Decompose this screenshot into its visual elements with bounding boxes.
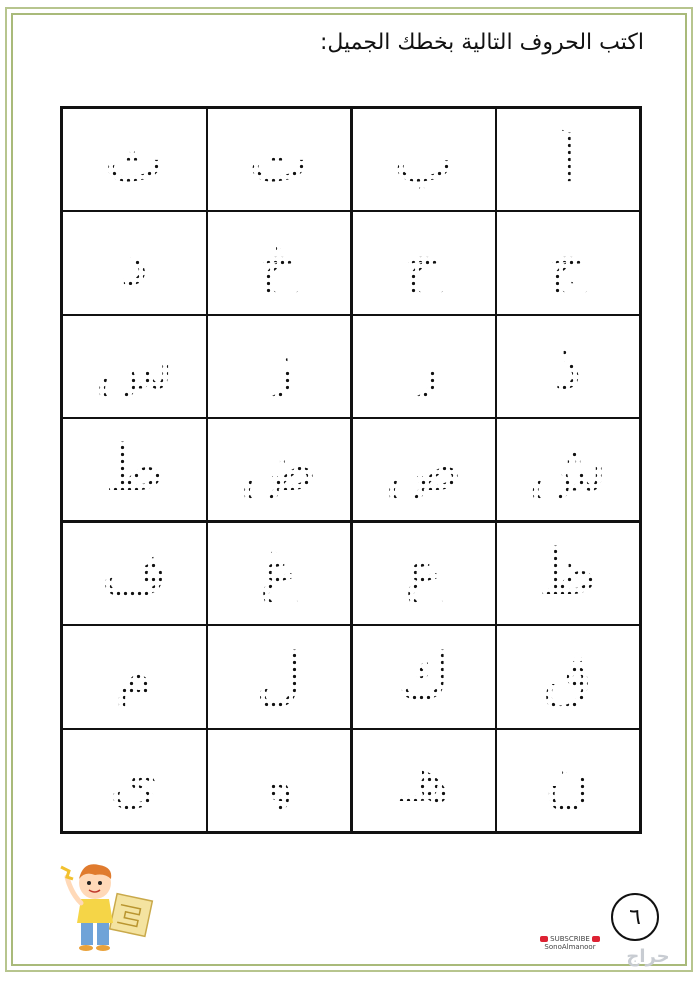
letter-cell[interactable] [351,729,496,832]
letter-cell[interactable] [207,729,352,832]
letter-cell[interactable] [351,418,496,521]
tracing-letter: ر [408,329,440,404]
letter-cell[interactable] [62,625,207,728]
tracing-letter: ق [542,639,593,714]
tracing-letter: و [263,743,295,818]
tracing-letter: ب [393,122,454,197]
letter-cell[interactable] [62,108,207,211]
letter-cell[interactable] [496,522,641,625]
tracing-letter: غ [259,536,298,611]
letter-tracing-grid [60,106,642,834]
tracing-letter: أ [558,122,577,197]
tracing-letter: خ [258,226,300,301]
tracing-letter: م [114,639,155,714]
instruction-heading: اكتب الحروف التالية بخطك الجميل: [319,30,644,55]
watermark-logo: حراج [626,946,670,967]
letter-cell[interactable] [207,211,352,314]
letter-cell[interactable] [351,625,496,728]
letter-cell[interactable] [351,108,496,211]
letter-cell[interactable] [62,729,207,832]
tracing-letter: ش [528,432,607,507]
letter-cell[interactable] [496,108,641,211]
letter-cell[interactable] [351,522,496,625]
letter-cell[interactable] [496,418,641,521]
tracing-letter: س [95,329,174,404]
tracing-letter: ز [263,329,295,404]
letter-cell[interactable] [496,625,641,728]
subscribe-label: SUBSCRIBE [550,935,590,943]
tracing-letter: ط [104,432,164,507]
letter-cell[interactable] [496,211,641,314]
letter-cell[interactable] [207,418,352,521]
tracing-letter: ث [104,122,165,197]
letter-cell[interactable] [207,315,352,418]
letter-cell[interactable] [207,522,352,625]
letter-cell[interactable] [351,315,496,418]
youtube-icon [540,936,548,942]
tracing-letter: ي [109,743,160,818]
tracing-letter: ن [544,743,592,818]
letter-cell[interactable] [351,211,496,314]
channel-credit [535,935,605,957]
tracing-letter: ظ [538,536,598,611]
letter-cell[interactable] [62,522,207,625]
child-illustration [55,855,165,955]
tracing-letter: ت [248,122,309,197]
tracing-letter: ع [404,536,443,611]
tracing-letter: ذ [553,329,582,404]
tracing-letter: ك [397,639,451,714]
letter-cell[interactable] [496,729,641,832]
tracing-letter: د [120,226,149,301]
youtube-icon [592,936,600,942]
tracing-letter: ف [101,536,168,611]
letter-cell[interactable] [62,315,207,418]
tracing-letter: هـ [397,743,450,818]
tracing-letter: ض [240,432,318,507]
channel-name: SonoAlmanoor [544,943,596,951]
page-number: ٦ [611,893,659,941]
tracing-letter: ح [403,226,445,301]
letter-cell[interactable] [496,315,641,418]
letter-cell[interactable] [62,418,207,521]
letter-cell[interactable] [62,211,207,314]
tracing-letter: ص [385,432,463,507]
tracing-letter: ل [255,639,302,714]
tracing-letter: ج [547,226,589,301]
letter-cell[interactable] [207,108,352,211]
letter-cell[interactable] [207,625,352,728]
